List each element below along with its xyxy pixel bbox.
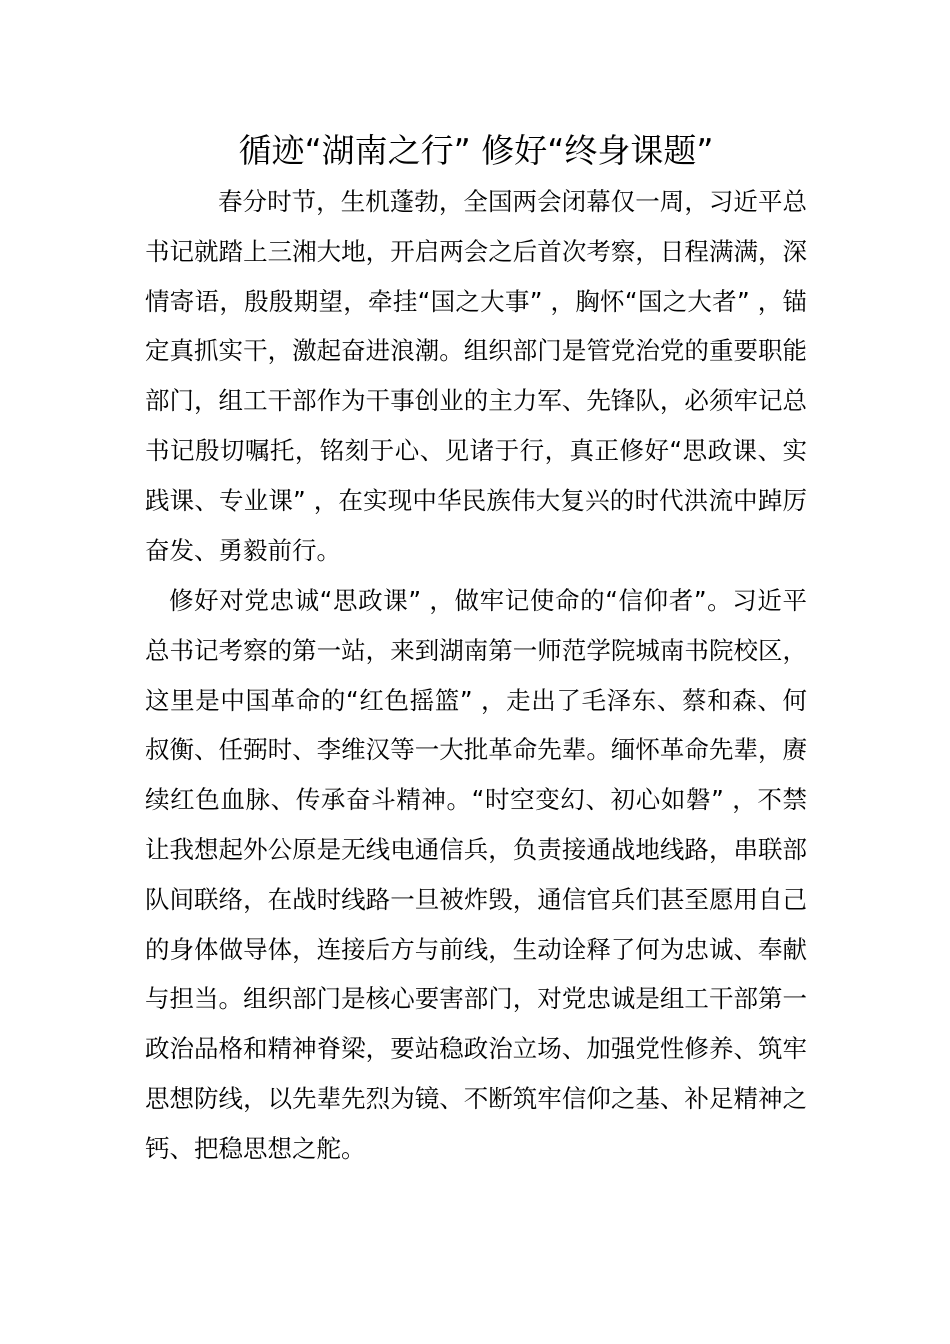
paragraph-intro: 春分时节，生机蓬勃，全国两会闭幕仅一周，习近平总书记就踏上三湘大地，开启两会之后首次考察，日程满满，深情寄语，殷殷期望，牵挂“国之大事” ，胸怀“国之大者” ，锚定真抓实干，激起奋进浪潮。组织部门是管党治党的重要职能部门，组工干部作为干事创业的主力军、先锋队，必须牢记总书记殷切嘱托，铭刻于心、见诸于行，真正修好“思政课、实践课、专业课” ，在实现中华民族伟大复兴的时代洪流中踔厉奋发、勇毅前行。	[145, 187, 807, 565]
paragraph-loyalty: 修好对党忠诚“思政课” ，做牢记使命的“信仰者”。习近平总书记考察的第一站，来到湖南第一师范学院城南书院校区，这里是中国革命的“红色摇篮” ，走出了毛泽东、蔡和森、何叔衡、任弼时、李维汉等一大批革命先辈。缅怀革命先辈，赓续红色血脉、传承奋斗精神。“时空变幻、初心如磐” ，不禁让我想起外公原是无线电通信兵，负责接通战地线路，串联部队间联络，在战时线路一旦被炸毁，通信官兵们甚至愿用自己的身体做导体，连接后方与前线，生动诠释了何为忠诚、奉献与担当。组织部门是核心要害部门，对党忠诚是组工干部第一政治品格和精神脊梁，要站稳政治立场、加强党性修养、筑牢思想防线，以先辈先烈为镜、不断筑牢信仰之基、补足精神之钙、把稳思想之舵。	[145, 586, 807, 1163]
document-title: 循迹“湖南之行” 修好“终身课题”	[238, 131, 714, 170]
